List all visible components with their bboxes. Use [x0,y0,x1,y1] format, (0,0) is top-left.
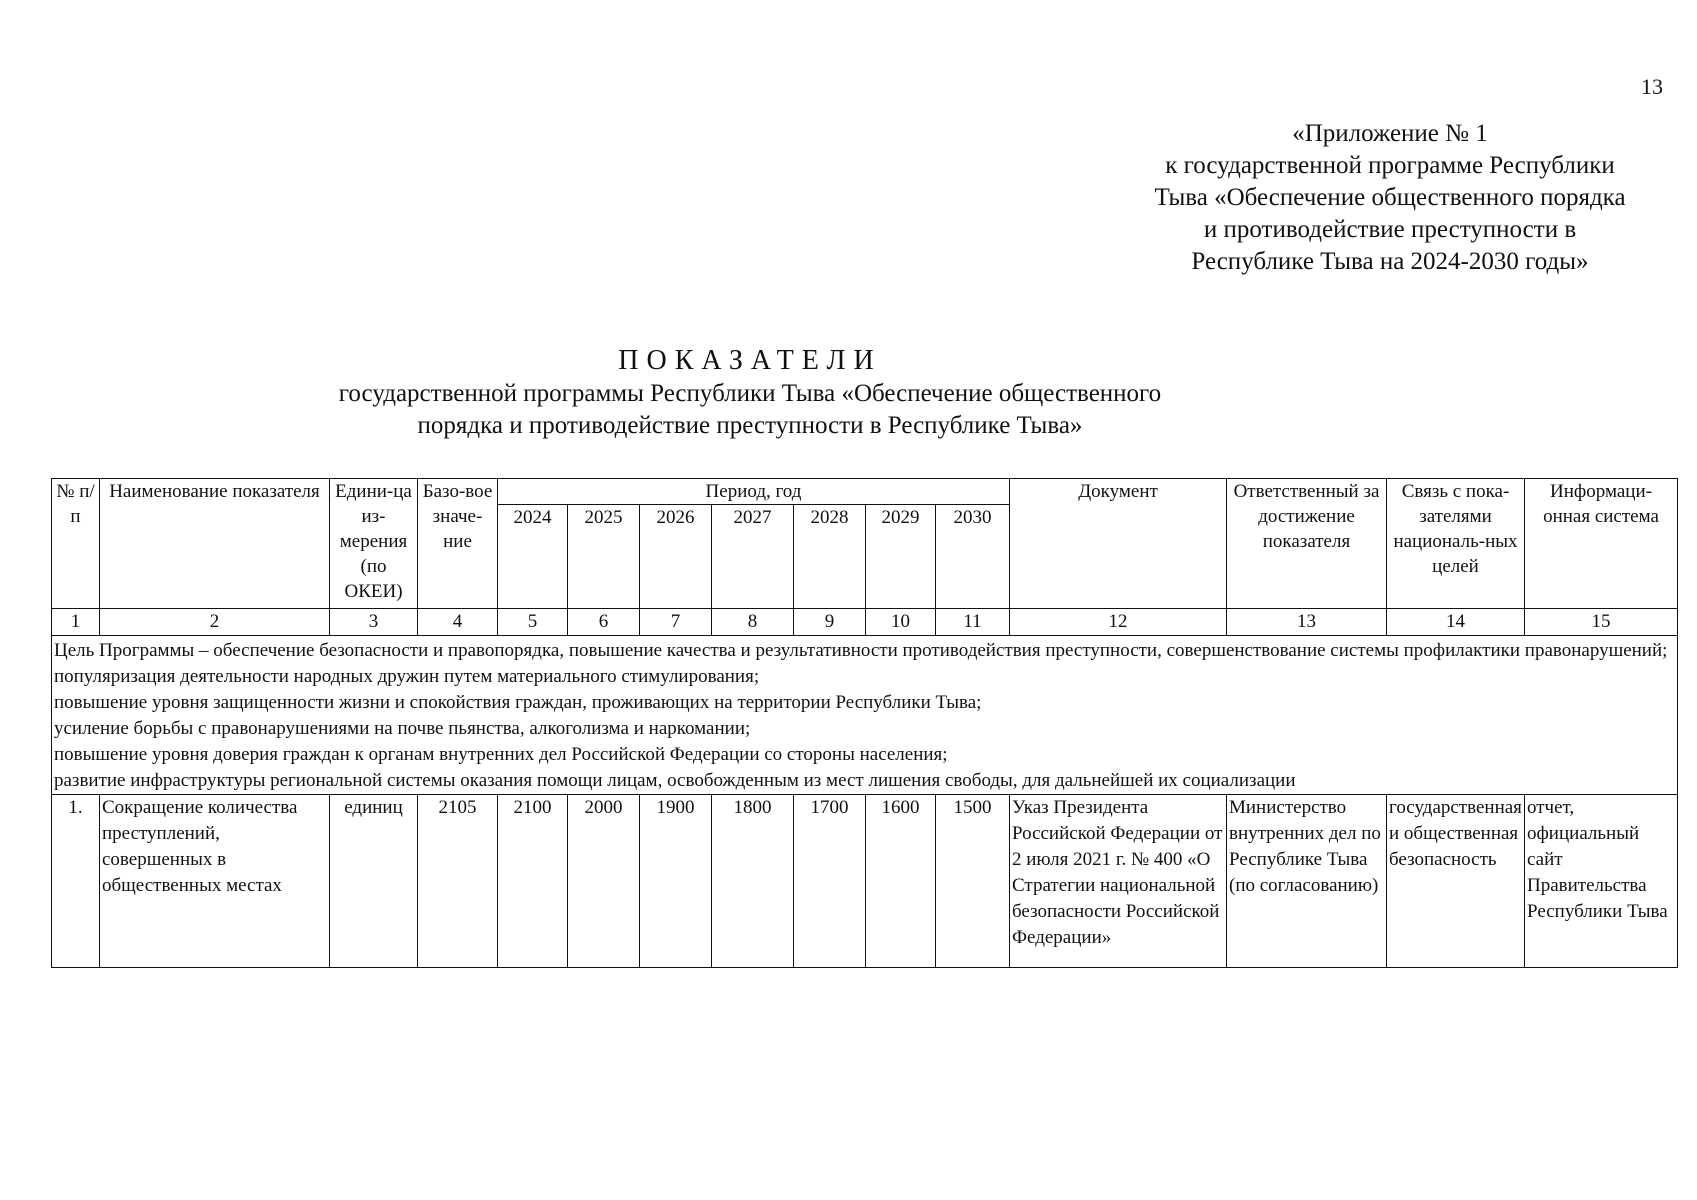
goal-line: усиление борьбы с правонарушениями на почве пьянства, алкоголизма и наркомании; [54,718,751,739]
row-responsible: Министерство внутренних дел по Республике Тыва (по согласованию) [1227,795,1387,968]
row-info-system: отчет, официальный сайт Правительства Республики Тыва [1525,795,1678,968]
col-header-responsible: Ответственный за достижение показателя [1227,479,1387,609]
column-number: 10 [866,609,936,636]
row-year-value: 1900 [640,795,712,968]
col-header-name: Наименование показателя [100,479,330,609]
column-number: 15 [1525,609,1678,636]
indicators-table [51,478,1678,968]
column-number-row [52,609,1678,636]
appendix-line: Тыва «Обеспечение общественного порядка [1154,184,1626,211]
column-number: 9 [794,609,866,636]
column-number: 4 [418,609,498,636]
column-number: 1 [52,609,100,636]
appendix-line: «Приложение № 1 [1292,120,1488,147]
appendix-header [1105,118,1675,278]
col-header-year: 2024 [498,505,568,609]
page-title: ПОКАЗАТЕЛИ [618,345,882,376]
column-number: 14 [1387,609,1525,636]
goal-line: популяризация деятельности народных дружин путем материального стимулирования; [54,666,760,687]
goal-line: развитие инфраструктуры региональной системы оказания помощи лицам, освобожденным из мест лишения свободы, для дальнейшей их социализации [54,770,1296,791]
col-header-no: № п/п [52,479,100,609]
goal-line: повышение уровня защищенности жизни и спокойствия граждан, проживающих на территории Республики Тыва; [54,692,982,713]
row-year-value: 1800 [712,795,794,968]
row-indicator-name: Сокращение количества преступлений, совершенных в общественных местах [100,795,330,968]
row-national-goal-link: государственная и общественная безопасность [1387,795,1525,968]
column-number: 12 [1010,609,1227,636]
row-base-value: 2105 [418,795,498,968]
col-header-info-system: Информаци-онная система [1525,479,1678,609]
row-unit: единиц [330,795,418,968]
column-number: 13 [1227,609,1387,636]
program-goal [52,636,1678,795]
col-header-year: 2028 [794,505,866,609]
row-no: 1. [52,795,100,968]
column-number: 7 [640,609,712,636]
row-year-value: 2000 [568,795,640,968]
table-row [52,795,1678,968]
col-header-document: Документ [1010,479,1227,609]
column-number: 8 [712,609,794,636]
goal-line: Цель Программы – обеспечение безопасности и правопорядка, повышение качества и результативности противодействия преступности, совершенствование системы профилактики правонарушений; [54,640,1668,661]
row-year-value: 2100 [498,795,568,968]
row-year-value: 1700 [794,795,866,968]
col-header-year: 2026 [640,505,712,609]
col-header-year: 2027 [712,505,794,609]
document-heading [250,344,1250,442]
appendix-line: Республике Тыва на 2024-2030 годы» [1191,248,1589,275]
column-number: 6 [568,609,640,636]
col-header-year: 2029 [866,505,936,609]
goal-row [52,636,1678,795]
row-document: Указ Президента Российской Федерации от 2 июля 2021 г. № 400 «О Стратегии национальной безопасности Российской Федерации» [1010,795,1227,968]
heading-subtitle-line: государственной программы Республики Тыва «Обеспечение общественного [338,380,1162,407]
column-number: 2 [100,609,330,636]
appendix-line: и противодействие преступности в [1203,216,1577,243]
header-row [52,479,1678,505]
column-number: 11 [936,609,1010,636]
appendix-line: к государственной программе Республики [1165,152,1615,179]
goal-line: повышение уровня доверия граждан к органам внутренних дел Российской Федерации со стороны населения; [54,744,948,765]
heading-subtitle-line: порядка и противодействие преступности в Республике Тыва» [417,412,1083,439]
col-header-year: 2030 [936,505,1010,609]
col-header-link: Связь с пока-зателями националь-ных целей [1387,479,1525,609]
col-header-year: 2025 [568,505,640,609]
col-header-base: Базо-вое значе-ние [418,479,498,609]
col-header-unit: Едини-ца из-мерения (по ОКЕИ) [330,479,418,609]
column-number: 3 [330,609,418,636]
page-number: 13 [1641,74,1663,99]
row-year-value: 1500 [936,795,1010,968]
row-year-value: 1600 [866,795,936,968]
col-header-period: Период, год [498,479,1010,505]
column-number: 5 [498,609,568,636]
